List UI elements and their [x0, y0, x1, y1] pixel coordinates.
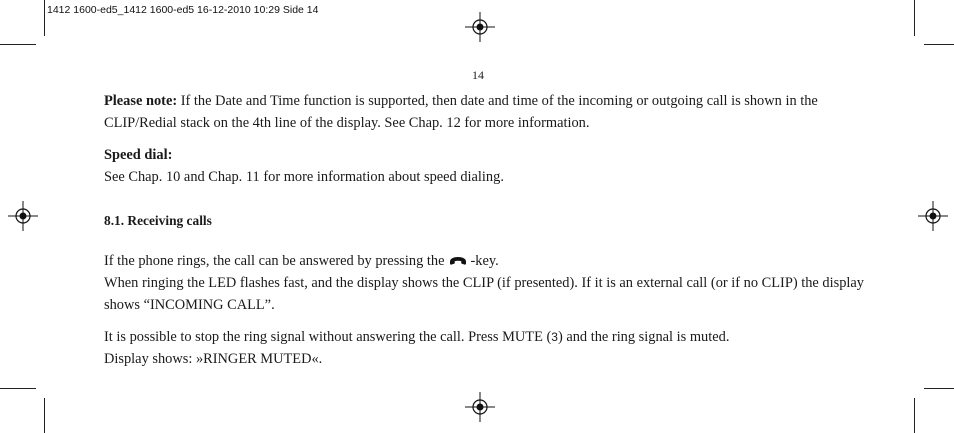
mute-text-start: It is possible to stop the ring signal without answering the call. Press MUTE (	[104, 329, 552, 345]
crop-mark-top-left-vertical	[44, 0, 45, 36]
registration-mark-top-icon	[465, 12, 495, 42]
crop-mark-bottom-left-horizontal	[0, 388, 36, 389]
display-shows-text: Display shows: »RINGER MUTED«.	[104, 351, 323, 367]
mute-text-end: ) and the ring signal is muted.	[557, 329, 730, 345]
crop-mark-bottom-right-vertical	[914, 398, 915, 433]
registration-mark-left-icon	[8, 201, 38, 231]
note-label: Please note:	[104, 93, 178, 109]
crop-mark-bottom-right-horizontal	[924, 388, 954, 389]
note-text: If the Date and Time function is supported, then date and time of the incoming or outgoing call is shown in the CLIP/Redial stack on the 4th line of the display. See Chap. 12 for more information.	[104, 93, 818, 131]
section-heading-receiving-calls: 8.1. Receiving calls	[104, 213, 212, 228]
off-hook-phone-icon	[449, 256, 467, 266]
registration-mark-right-icon	[918, 201, 948, 231]
ringing-description: When ringing the LED flashes fast, and the display shows the CLIP (if presented). If it is an external call (or if no CLIP) the display shows “INCOMING CALL”.	[104, 275, 864, 313]
registration-mark-bottom-icon	[465, 392, 495, 422]
crop-mark-bottom-left-vertical	[44, 398, 45, 433]
mute-key-number: 3	[551, 330, 558, 344]
receiving-calls-paragraph-1	[104, 250, 864, 316]
page-number: 14	[472, 68, 484, 82]
answer-line-end: -key.	[470, 253, 499, 269]
answer-line-start: If the phone rings, the call can be answered by pressing the	[104, 253, 445, 269]
speed-dial-text: See Chap. 10 and Chap. 11 for more information about speed dialing.	[104, 169, 504, 185]
crop-mark-top-right-horizontal	[924, 44, 954, 45]
page-body	[104, 90, 864, 370]
receiving-calls-paragraph-2	[104, 326, 864, 370]
speed-dial-heading: Speed dial:	[104, 147, 173, 163]
crop-mark-top-left-horizontal	[0, 44, 36, 45]
crop-mark-top-right-vertical	[914, 0, 915, 36]
note-paragraph	[104, 90, 864, 134]
print-slug: 1412 1600-ed5_1412 1600-ed5 16-12-2010 10:29 Side 14	[47, 4, 319, 16]
